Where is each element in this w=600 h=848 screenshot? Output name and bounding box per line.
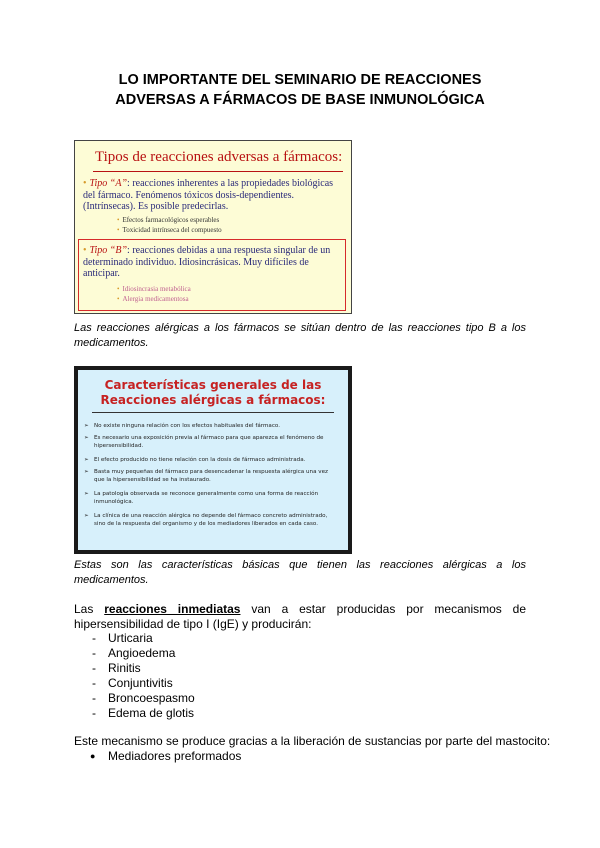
characteristic-item: ➢ La patología observada se reconoce generalmente como una forma de reacción inmunológica.	[84, 491, 319, 505]
type-a-sub-1: • Efectos farmacológicos esperables	[117, 216, 220, 224]
characteristic-item: ➢ Basta muy pequeñas del fármaco para desencadenar la respuesta alérgica una vez que la hipersensibilidad se ha instaurado.	[84, 469, 328, 483]
type-b-sub-2: • Alergia medicamentosa	[117, 295, 189, 303]
type-b-text: : reacciones debidas a una respuesta singular de un determinado individuo. Idiosincrásicas. Muy difíciles de anticipar.	[83, 245, 331, 279]
slide2-title	[78, 378, 348, 408]
title-line-2: ADVERSAS A FÁRMACOS DE BASE INMUNOLÓGICA	[115, 92, 485, 108]
sub-bullet-icon: •	[117, 295, 120, 303]
immediate-reactions-paragraph: Las reacciones inmediatas van a estar producidas por mecanismos de hipersensibilidad de tipo I (IgE) y producirán:	[74, 602, 526, 631]
slide1-title-underline	[93, 171, 343, 172]
slide-reaction-types	[74, 140, 352, 314]
type-a-label: Tipo “A”	[89, 178, 128, 189]
caption-2: Estas son las características básicas que tienen las reacciones alérgicas a los medicamentos.	[74, 559, 526, 586]
type-b-sub-1: • Idiosincrasia metabólica	[117, 285, 191, 293]
slide1-type-b	[83, 245, 343, 280]
list-item: - Angioedema	[92, 646, 176, 660]
list-item: - Conjuntivitis	[92, 676, 173, 690]
characteristic-item: ➢ Es necesario una exposición previa al fármaco para que aparezca el fenómeno de hipersensibilidad.	[84, 435, 324, 449]
title-line-1: LO IMPORTANTE DEL SEMINARIO DE REACCIONES	[118, 72, 482, 88]
caption-1: Las reacciones alérgicas a los fármacos se sitúan dentro de las reacciones tipo B a los medicamentos.	[74, 322, 526, 349]
list-item: - Urticaria	[92, 631, 153, 645]
sub-bullet-icon: •	[117, 226, 120, 234]
slide2-title-underline	[92, 412, 334, 413]
bullet-icon: •	[83, 245, 87, 256]
immediate-reactions-term: reacciones inmediatas	[104, 602, 241, 616]
characteristic-item: ➢ El efecto producido no tiene relación con la dosis de fármaco administrada.	[84, 457, 306, 463]
list-item: - Edema de glotis	[92, 706, 195, 720]
slide2-title-line-2: Reacciones alérgicas a fármacos:	[100, 393, 326, 407]
bullet-item: ● Mediadores preformados	[90, 749, 242, 763]
mechanism-paragraph: Este mecanismo se produce gracias a la liberación de sustancias por parte del mastocito:	[74, 734, 551, 748]
bullet-icon: •	[83, 178, 87, 189]
arrow-icon: ➢	[84, 457, 89, 463]
type-a-sub-2: • Toxicidad intrínseca del compuesto	[117, 226, 222, 234]
arrow-icon: ➢	[84, 469, 89, 475]
slide1-type-a	[83, 178, 343, 213]
arrow-icon: ➢	[84, 423, 89, 429]
slide2-panel	[78, 370, 348, 550]
arrow-icon: ➢	[84, 513, 89, 519]
type-a-text: : reacciones inherentes a las propiedades biológicas del fármaco. Fenómenos tóxicos dosis-dependientes. (Intrínsecas). Es posible predecirlas.	[83, 178, 334, 212]
list-item: - Broncoespasmo	[92, 691, 195, 705]
bullet-icon: ●	[90, 751, 96, 761]
sub-bullet-icon: •	[117, 285, 120, 293]
slide-allergic-characteristics	[74, 366, 352, 554]
list-item: - Rinitis	[92, 661, 141, 675]
arrow-icon: ➢	[84, 435, 89, 441]
characteristic-item: ➢ No existe ninguna relación con los efectos habituales del fármaco.	[84, 423, 281, 429]
document-title	[0, 70, 600, 110]
characteristic-item: ➢ La clínica de una reacción alérgica no depende del fármaco concreto administrado, sino de la respuesta del organismo y de los mediadores liberados en cada caso.	[84, 513, 328, 527]
sub-bullet-icon: •	[117, 216, 120, 224]
type-b-label: Tipo “B”	[89, 245, 128, 256]
slide1-title: Tipos de reacciones adversas a fármacos:	[95, 149, 343, 165]
slide2-title-line-1: Características generales de las	[104, 378, 322, 392]
arrow-icon: ➢	[84, 491, 89, 497]
